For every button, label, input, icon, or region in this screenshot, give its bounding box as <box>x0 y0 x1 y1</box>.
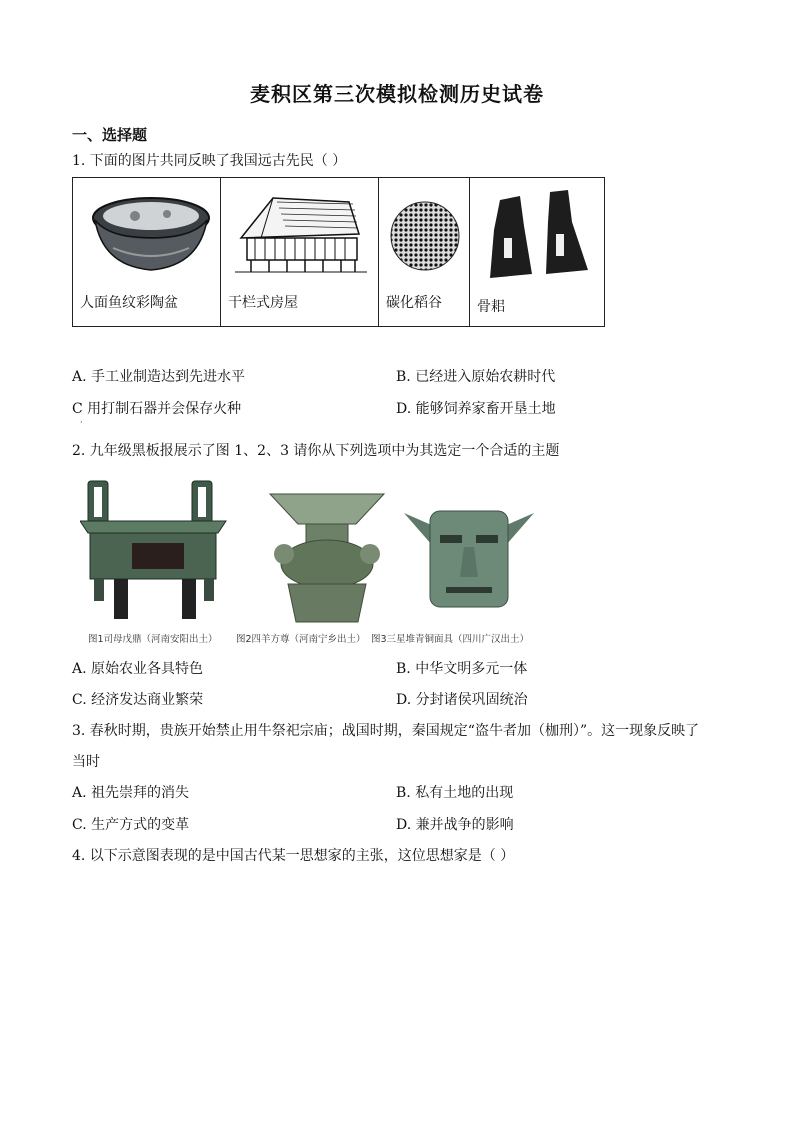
q3-option-b[interactable]: B. 私有土地的出现 <box>396 785 514 801</box>
figure-caption-3: 图3三星堆青铜面具（四川广汉出土） <box>371 634 530 645</box>
table-cell-rice <box>379 178 470 327</box>
q3-option-c[interactable]: C. 生产方式的变革 <box>72 817 190 833</box>
stilt-house-icon <box>221 178 378 288</box>
caption-house: 干栏式房屋 <box>228 295 298 311</box>
question-2-stem: 2. 九年级黑板报展示了图 1、2、3 请你从下列选项中为其选定一个合适的主题 <box>72 443 560 459</box>
painted-pottery-basin-icon <box>73 178 220 288</box>
q1-option-c[interactable]: C 用打制石器并会保存火种 <box>72 401 242 417</box>
q1-option-a[interactable]: A. 手工业制造达到先进水平 <box>72 369 246 385</box>
four-goat-zun-icon <box>266 488 388 626</box>
table-cell-house <box>221 178 379 327</box>
figure-caption-1: 图1司母戊鼎（河南安阳出土） <box>88 634 218 645</box>
question-3-stem-line1: 3. 春秋时期，贵族开始禁止用牛祭祀宗庙；战国时期，秦国规定“盗牛者加（枷刑）”。这一现象反映了 <box>72 723 700 739</box>
q2-option-a[interactable]: A. 原始农业各具特色 <box>72 661 204 677</box>
simuwu-ding-icon <box>80 473 230 627</box>
table-cell-spade <box>470 178 605 327</box>
sanxingdui-mask-icon <box>402 507 536 609</box>
q1-option-d[interactable]: D. 能够饲养家畜开垦土地 <box>396 401 556 417</box>
q1-option-b[interactable]: B. 已经进入原始农耕时代 <box>396 369 556 385</box>
caption-pottery: 人面鱼纹彩陶盆 <box>80 295 178 311</box>
question-4-stem: 4. 以下示意图表现的是中国古代某一思想家的主张，这位思想家是（ ） <box>72 848 515 864</box>
question-3-stem-line2: 当时 <box>72 754 100 770</box>
question-1-stem: 1. 下面的图片共同反映了我国远古先民（ ） <box>72 153 347 169</box>
caption-spade: 骨耜 <box>477 299 505 315</box>
table-cell-pottery <box>73 178 221 327</box>
page-title: 麦积区第三次模拟检测历史试卷 <box>250 82 544 106</box>
q3-option-d[interactable]: D. 兼并战争的影响 <box>396 817 514 833</box>
q3-option-a[interactable]: A. 祖先崇拜的消失 <box>72 785 190 801</box>
q2-option-b[interactable]: B. 中华文明多元一体 <box>396 661 528 677</box>
figure-caption-2: 图2四羊方尊（河南宁乡出土） <box>236 634 366 645</box>
question-1-image-table <box>72 177 605 327</box>
bone-spade-icon <box>470 178 604 288</box>
stray-dot: · <box>80 418 83 427</box>
carbonized-rice-icon <box>379 178 469 288</box>
q2-option-d[interactable]: D. 分封诸侯巩固统治 <box>396 692 528 708</box>
caption-rice: 碳化稻谷 <box>386 295 442 311</box>
section-heading: 一、选择题 <box>72 126 148 144</box>
q2-option-c[interactable]: C. 经济发达商业繁荣 <box>72 692 204 708</box>
